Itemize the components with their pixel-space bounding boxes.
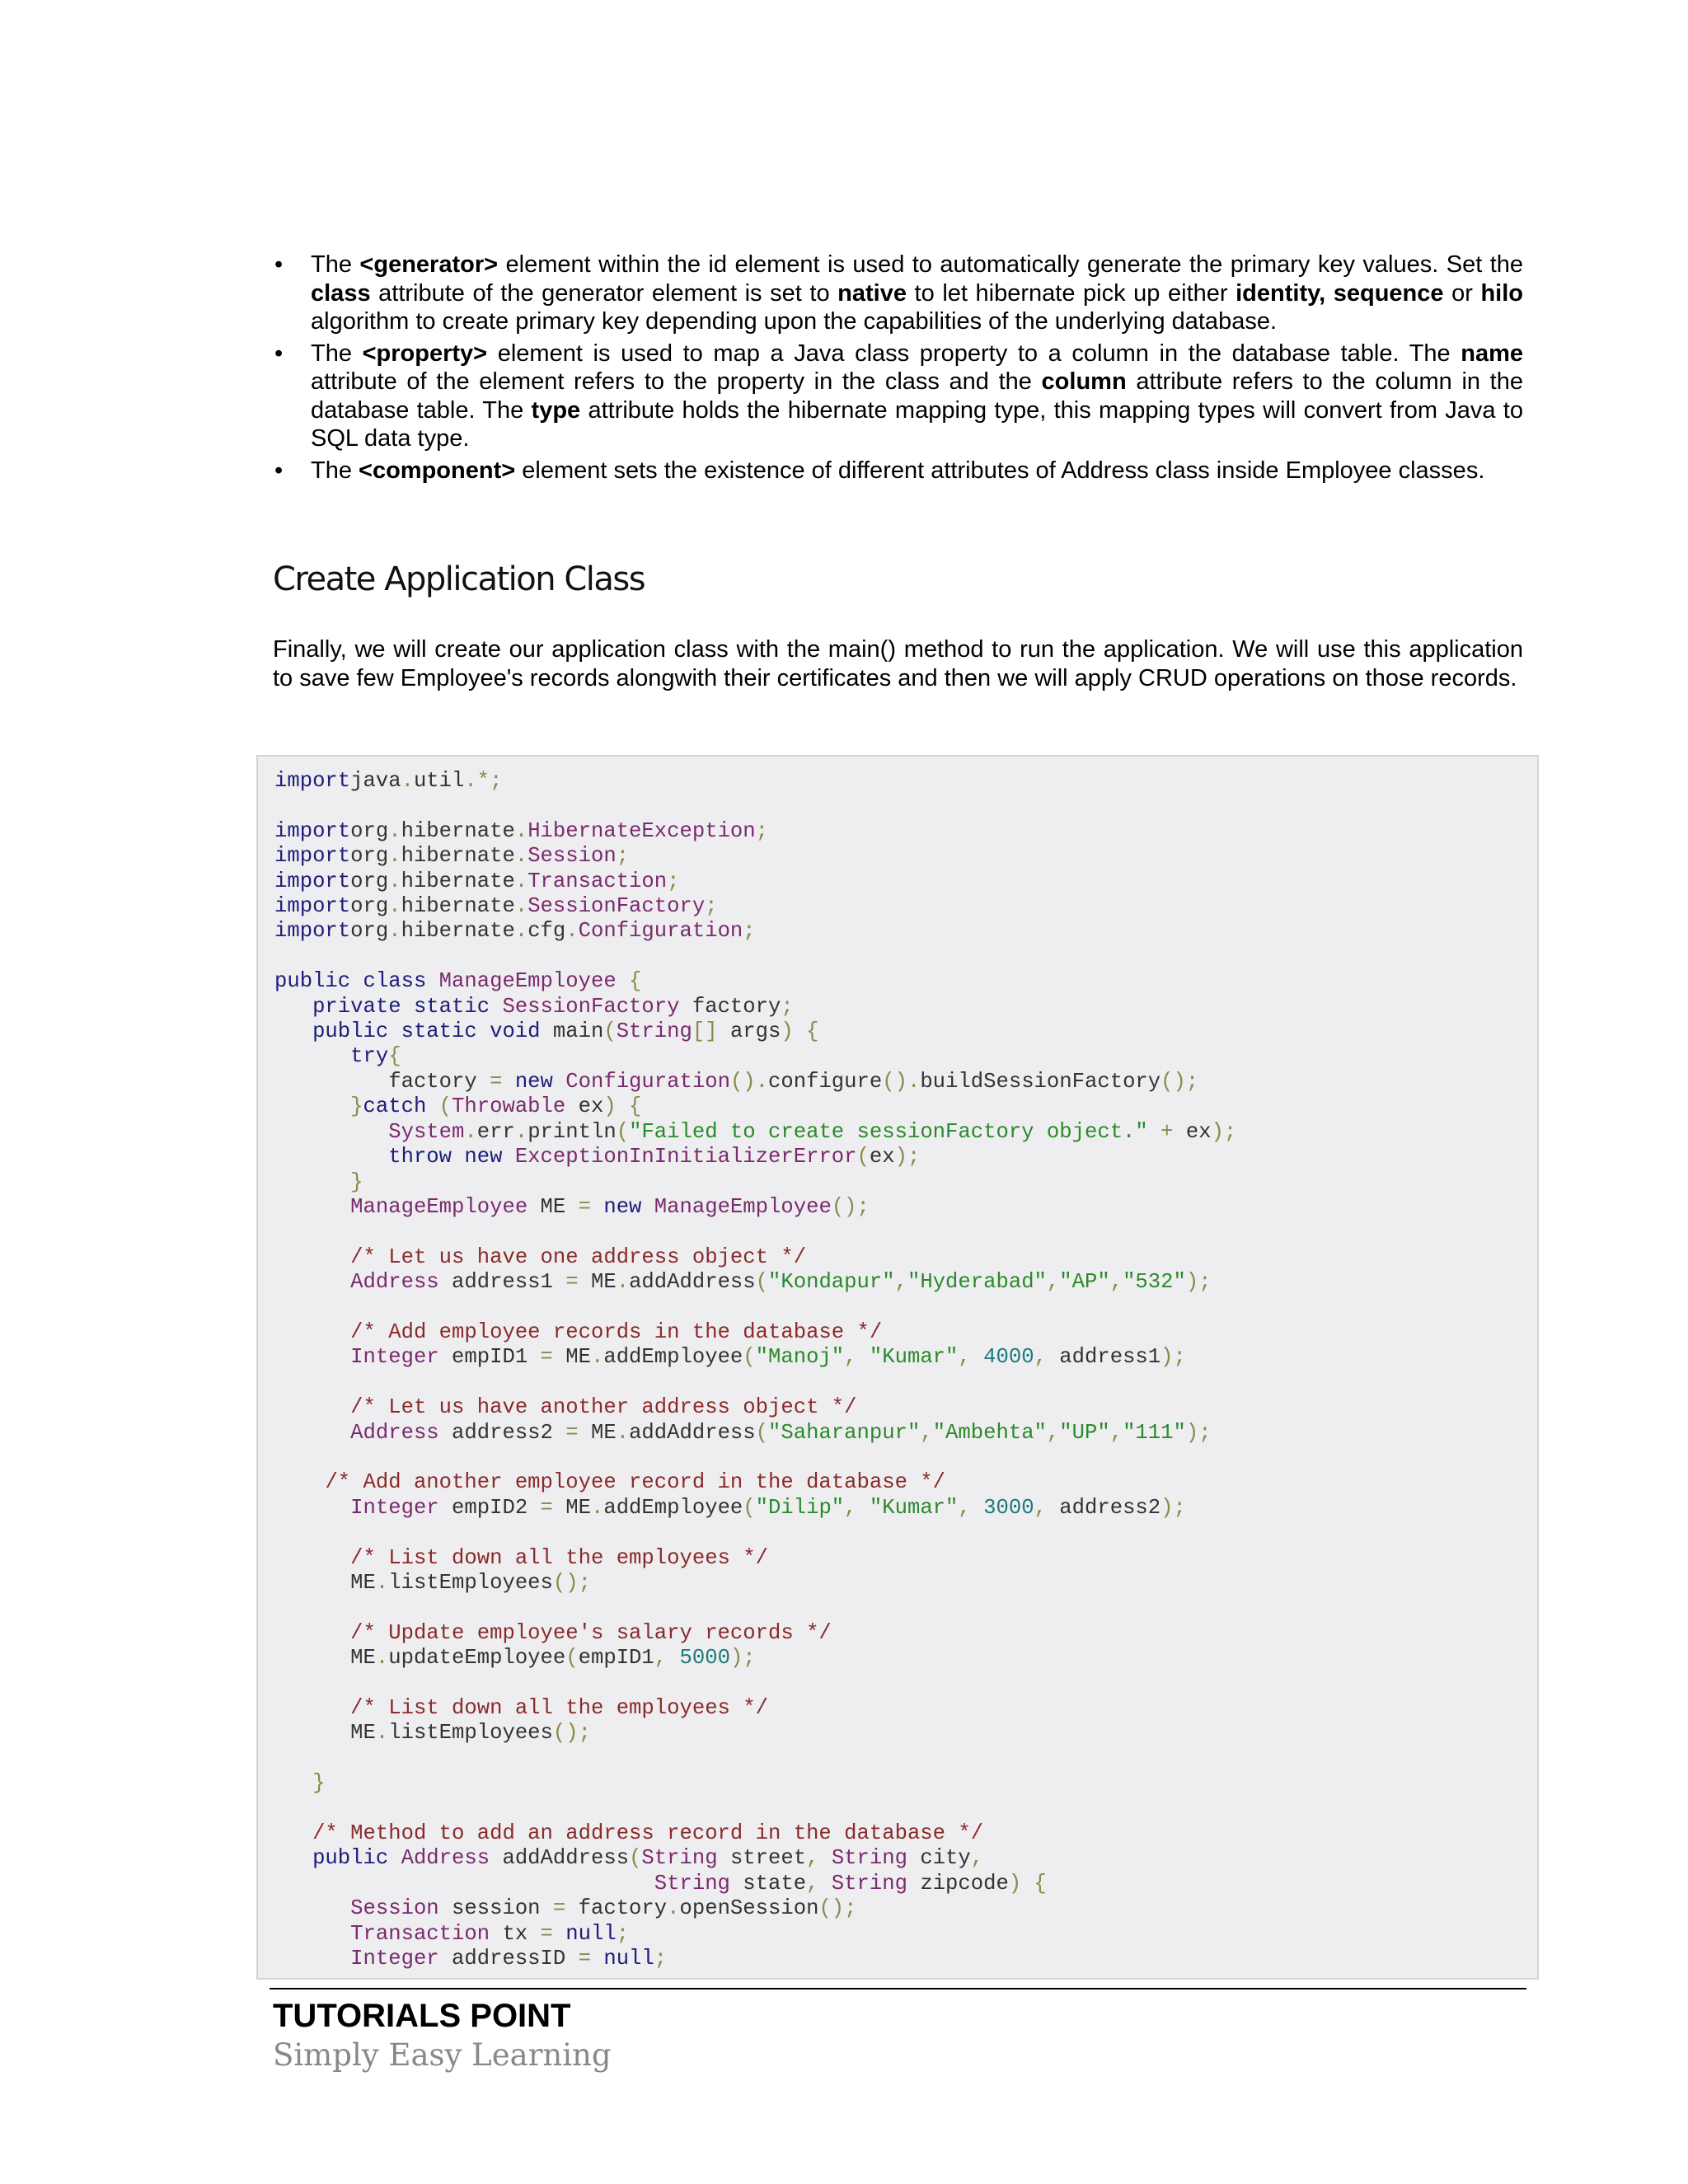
bullet-dot-icon: •: [274, 340, 284, 367]
code-line: Integer empID2 = ME.addEmployee("Dilip", "Kumar", 3000, address2);: [350, 1495, 1186, 1520]
code-line: [274, 1521, 1236, 1545]
code-line: /* Let us have another address object */: [350, 1395, 857, 1420]
code-line: try{: [350, 1044, 401, 1069]
code-line: Integer addressID = null;: [350, 1947, 668, 1971]
code-line: importorg.hibernate.Transaction;: [274, 869, 680, 893]
code-line: }catch (Throwable ex) {: [350, 1094, 642, 1119]
code-block: [256, 755, 1539, 1980]
code-line: /* List down all the employees */: [350, 1545, 768, 1570]
section-heading: Create Application Class: [273, 560, 645, 598]
footer-divider: [270, 1988, 1526, 1990]
code-line: [274, 1596, 1236, 1620]
code-line: System.err.println("Failed to create sessionFactory object." + ex);: [388, 1119, 1237, 1144]
code-line: ME.listEmployees();: [274, 1571, 591, 1595]
code-line: /* List down all the employees */: [350, 1696, 768, 1721]
code-line: factory = new Configuration().configure().buildSessionFactory();: [274, 1069, 1199, 1094]
code-line: importorg.hibernate.SessionFactory;: [274, 894, 718, 919]
code-line: ME.listEmployees();: [274, 1721, 591, 1746]
intro-paragraph: Finally, we will create our application class with the main() method to run the application. We will use this application to save few Employee's records alongwith their certificates and then we will apply CRUD operations on those records.: [273, 636, 1523, 691]
bullet-list: [273, 251, 1523, 488]
code-line: [274, 1746, 1236, 1771]
bullet-item: • The <property> element is used to map a Java class property to a column in the database table. The name attribute of the element refers to the property in the class and the column attribute refers to the column in the database table. The type attribute holds the hibernate mapping type, this mapping types will convert from Java to SQL data type.: [274, 340, 1524, 452]
code-line: importorg.hibernate.cfg.Configuration;: [274, 919, 756, 944]
code-line: importorg.hibernate.Session;: [274, 844, 630, 869]
code-line: Session session = factory.openSession();: [350, 1896, 857, 1921]
code-line: [274, 944, 1236, 969]
code-line: ManageEmployee ME = new ManageEmployee();: [350, 1194, 870, 1219]
code-line: /* Method to add an address record in the database */: [312, 1821, 984, 1846]
bullet-item: • The <generator> element within the id element is used to automatically generate the primary key values. Set the class attribute of the generator element is set to native to let hibernate pick up either identity, sequence or hilo algorithm to create primary key depending upon the capabilities of the underlying database.: [274, 251, 1524, 335]
footer-brand: TUTORIALS POINT: [273, 1998, 571, 2034]
code-line: /* Add employee records in the database */: [350, 1319, 883, 1344]
code-line: Transaction tx = null;: [350, 1921, 630, 1946]
code-line: [274, 1671, 1236, 1696]
code-line: public Address addAddress(String street, String city,: [312, 1846, 984, 1871]
code-line: public class ManageEmployee {: [274, 969, 642, 994]
code-line: throw new ExceptionInInitializerError(ex);: [388, 1145, 921, 1169]
footer-tagline: Simply Easy Learning: [273, 2037, 612, 2073]
code-line: String state, String zipcode) {: [654, 1871, 1047, 1896]
code-line: /* Update employee's salary records */: [350, 1620, 832, 1645]
code-line: [274, 1296, 1236, 1320]
bullet-dot-icon: •: [274, 251, 284, 278]
code-line: /* Let us have one address object */: [350, 1244, 807, 1269]
code-line: Integer empID1 = ME.addEmployee("Manoj", "Kumar", 4000, address1);: [350, 1345, 1186, 1370]
code-line: ME.updateEmployee(empID1, 5000);: [274, 1646, 756, 1671]
code-line: public static void main(String[] args) {: [312, 1019, 819, 1044]
code-line: [274, 1371, 1236, 1395]
code-listing: [274, 769, 1236, 1972]
code-line: private static SessionFactory factory;: [312, 994, 794, 1019]
code-line: [274, 1446, 1236, 1470]
bullet-dot-icon: •: [274, 457, 284, 484]
code-line: [274, 1220, 1236, 1244]
bullet-item: • The <component> element sets the existence of different attributes of Address class inside Employee classes.: [274, 457, 1485, 484]
code-line: importjava.util.*;: [274, 769, 503, 793]
code-line: Address address2 = ME.addAddress("Saharanpur","Ambehta","UP","111");: [350, 1420, 1212, 1445]
code-line: Address address1 = ME.addAddress("Kondapur","Hyderabad","AP","532");: [350, 1270, 1212, 1295]
code-line: }: [350, 1169, 363, 1194]
code-line: importorg.hibernate.HibernateException;: [274, 818, 769, 843]
code-line: [274, 794, 1236, 818]
code-line: }: [312, 1771, 326, 1796]
code-line: [274, 1797, 1236, 1821]
code-line: /* Add another employee record in the database */: [325, 1470, 946, 1495]
